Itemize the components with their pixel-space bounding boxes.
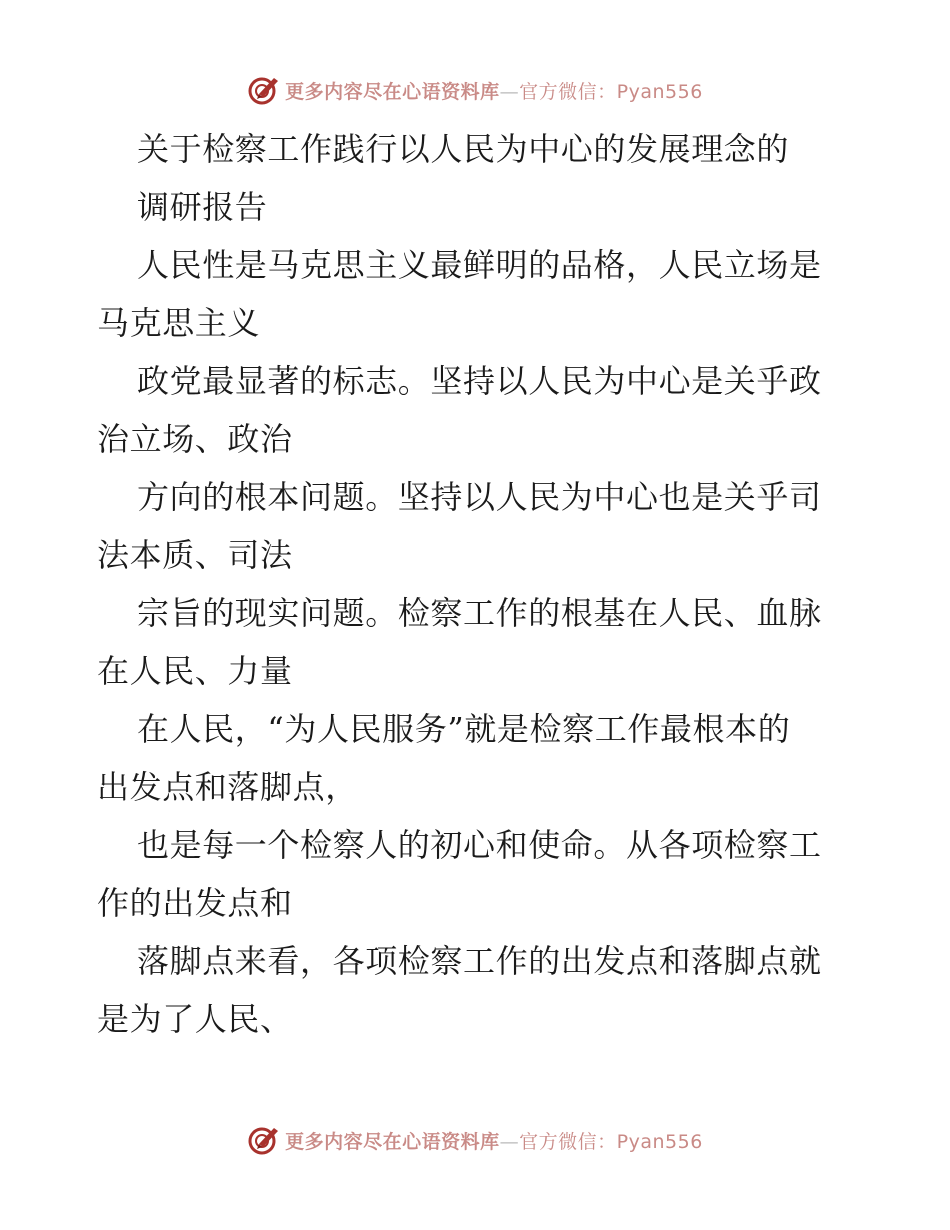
header-banner-title: 更多内容尽在心语资料库 <box>285 80 500 103</box>
footer-banner-text <box>285 1127 703 1154</box>
pen-logo-icon <box>247 1123 281 1157</box>
paragraph-line: 人民性是马克思主义最鲜明的品格，人民立场是 <box>137 246 822 284</box>
paragraph-line: 落脚点来看，各项检察工作的出发点和落脚点就 <box>137 942 822 980</box>
document-body <box>97 120 857 1048</box>
paragraph-line: 出发点和落脚点， <box>97 768 358 806</box>
pen-logo-icon <box>247 73 281 107</box>
paragraph-line: 方向的根本问题。坚持以人民为中心也是关乎司 <box>137 478 822 516</box>
paragraph-line: 是为了人民、 <box>97 1000 293 1038</box>
paragraph-line: 政党最显著的标志。坚持以人民为中心是关乎政 <box>137 362 822 400</box>
paragraph-line: 宗旨的现实问题。检察工作的根基在人民、血脉 <box>137 594 822 632</box>
paragraph-line: 在人民，“为人民服务”就是检察工作最根本的 <box>137 710 791 748</box>
header-banner-text <box>285 77 703 104</box>
header-wechat-text: 官方微信：Pyan556 <box>519 80 703 103</box>
paragraph-line: 马克思主义 <box>97 304 261 342</box>
footer-wechat-text: 官方微信：Pyan556 <box>519 1130 703 1153</box>
title-line-2: 调研报告 <box>137 188 268 226</box>
footer-banner-dash: — <box>499 1130 520 1153</box>
footer-banner-title: 更多内容尽在心语资料库 <box>285 1130 500 1153</box>
paragraph-line: 也是每一个检察人的初心和使命。从各项检察工 <box>137 826 822 864</box>
paragraph-line: 作的出发点和 <box>97 884 293 922</box>
footer-banner <box>0 1120 950 1160</box>
title-line-1: 关于检察工作践行以人民为中心的发展理念的 <box>137 130 790 168</box>
paragraph-line: 法本质、司法 <box>97 536 293 574</box>
paragraph-line: 治立场、政治 <box>97 420 293 458</box>
paragraph-line: 在人民、力量 <box>97 652 293 690</box>
header-banner-dash: — <box>499 80 520 103</box>
header-banner <box>0 70 950 110</box>
